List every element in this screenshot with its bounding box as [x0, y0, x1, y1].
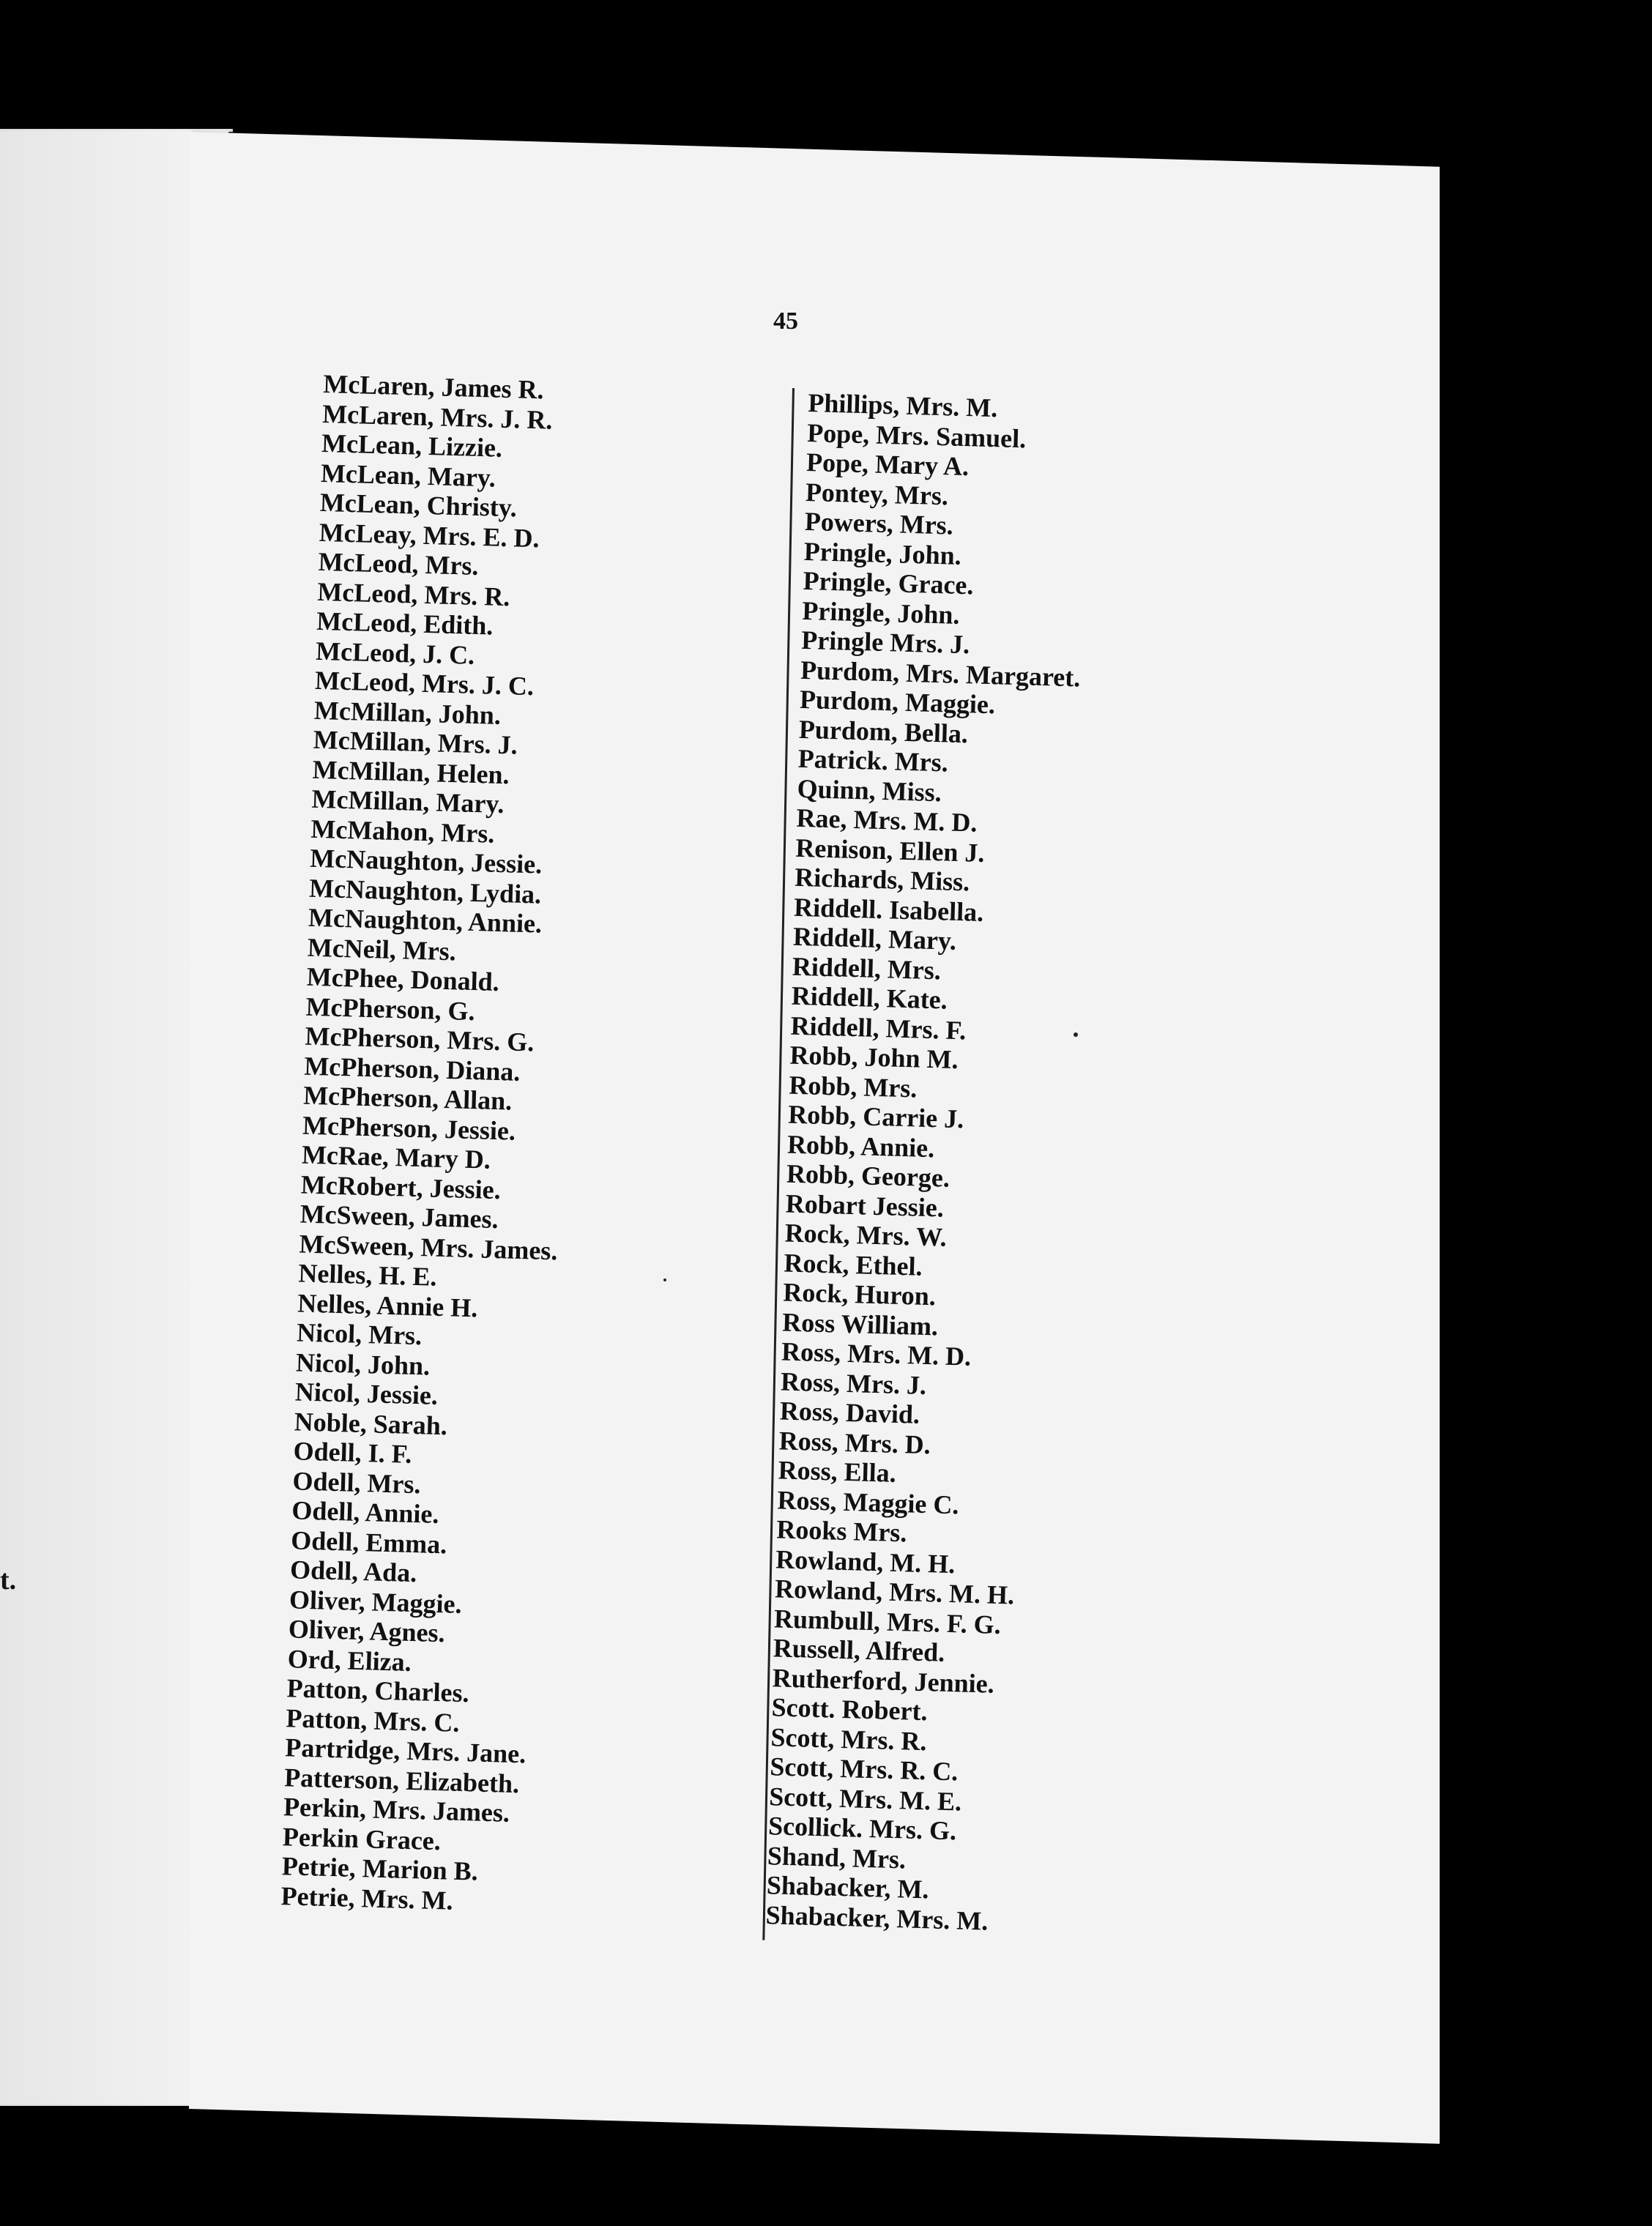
name-entry: Ross, Mrs. J. [780, 1366, 927, 1400]
name-entry: Pope, Mrs. Samuel. [806, 417, 1027, 453]
name-entry: Nicol, John. [295, 1347, 431, 1381]
name-entry: McLeod, Mrs. R. [316, 576, 510, 611]
name-entry: McLeay, Mrs. E. D. [319, 517, 540, 553]
name-entry: McNeil, Mrs. [307, 932, 457, 966]
name-entry: McLean, Lizzie. [321, 428, 503, 463]
name-entry: McPherson, G. [305, 991, 476, 1026]
name-entry: McMillan, Helen. [312, 754, 510, 789]
name-entry: Riddell, Mrs. [792, 951, 942, 985]
name-entry: Nicol, Jessie. [294, 1377, 439, 1410]
name-entry: Riddell, Kate. [791, 980, 948, 1015]
name-entry: Shabacker, M. [766, 1870, 930, 1905]
name-entry: Robb, Carrie J. [787, 1099, 964, 1134]
ink-speck [1074, 1032, 1078, 1037]
name-entry: McNaughton, Annie. [308, 902, 543, 939]
name-entry: Ross, Ella. [778, 1455, 897, 1488]
name-entry: Robb, Mrs. [788, 1070, 918, 1103]
name-entry: McSween, Mrs. James. [299, 1229, 558, 1265]
name-entry: Perkin Grace. [282, 1821, 442, 1855]
name-entry: Patton, Mrs. C. [285, 1702, 460, 1738]
name-entry: Rae, Mrs. M. D. [796, 803, 978, 838]
name-entry: Pringle, John. [801, 595, 961, 630]
name-entry: Robart Jessie. [785, 1188, 945, 1223]
name-entry: Ross William. [781, 1307, 939, 1341]
name-entry: Powers, Mrs. [804, 506, 954, 540]
name-entry: Odell, Emma. [290, 1525, 447, 1559]
name-entry: Nelles, H. E. [297, 1258, 437, 1292]
name-entry: McNaughton, Jessie. [309, 843, 543, 879]
name-entry: Scollick. Mrs. G. [767, 1811, 957, 1846]
name-entry: Phillips, Mrs. M. [807, 388, 998, 423]
name-entry: Renison, Ellen J. [795, 833, 985, 868]
name-entry: McPhee, Donald. [306, 961, 500, 997]
name-entry: McMillan, Mary. [311, 783, 505, 819]
name-entry: McPherson, Diana. [303, 1051, 521, 1087]
name-entry: Ross, David. [779, 1396, 920, 1429]
name-entry: McMillan, John. [313, 695, 502, 730]
name-entry: Petrie, Marion B. [281, 1851, 479, 1886]
name-entry: McLean, Mary. [320, 458, 496, 493]
page-number: 45 [773, 308, 798, 335]
name-entry: Odell, Ada. [289, 1555, 417, 1588]
name-entry: Quinn, Miss. [797, 773, 942, 807]
name-entry: Oliver, Agnes. [288, 1614, 446, 1648]
name-entry: McLaren, James R. [322, 369, 545, 405]
name-entry: McLeod, Mrs. [318, 546, 480, 581]
name-entry: Riddell, Mary. [792, 921, 957, 956]
name-entry: Richards, Miss. [794, 862, 970, 897]
previous-page-text-fragment: t. [0, 1565, 17, 1596]
name-entry: Pringle, Grace. [803, 565, 975, 600]
name-entry: McLean, Christy. [319, 487, 518, 523]
name-entry: Rock, Huron. [782, 1277, 937, 1311]
ink-speck [663, 1278, 666, 1281]
name-entry: McMillan, Mrs. J. [313, 724, 518, 760]
name-entry: Riddell, Mrs. F. [790, 1010, 967, 1045]
name-entry: McLeod, Edith. [316, 606, 494, 641]
name-entry: Patrick. Mrs. [797, 743, 949, 778]
name-entry: Patterson, Elizabeth. [283, 1762, 520, 1798]
name-entry: Perkin, Mrs. James. [283, 1792, 510, 1828]
name-entry: Noble, Sarah. [294, 1406, 448, 1440]
name-entry: Rock, Mrs. W. [784, 1218, 948, 1252]
name-entry: McMahon, Mrs. [310, 814, 495, 849]
name-entry: Odell, I. F. [293, 1436, 412, 1469]
name-entry: McRae, Mary D. [301, 1139, 491, 1175]
name-entry: Shabacker, Mrs. M. [765, 1899, 989, 1936]
name-entry: Robb, Annie. [786, 1129, 935, 1163]
name-entry: McNaughton, Lydia. [308, 873, 542, 909]
name-entry: McSween, James. [299, 1199, 499, 1235]
name-entry: Scott, Mrs. M. E. [768, 1781, 962, 1817]
name-entry: Scott. Robert. [771, 1692, 929, 1727]
name-entry: Rock, Ethel. [784, 1248, 923, 1281]
name-entry: Oliver, Maggie. [289, 1584, 463, 1619]
name-entry: Pope, Mary A. [805, 447, 970, 482]
name-entry: McPherson, Mrs. G. [305, 1021, 535, 1057]
name-entry: McRobert, Jessie. [300, 1169, 502, 1205]
name-entry: Shand, Mrs. [767, 1840, 907, 1874]
name-entry: Purdom, Maggie. [799, 684, 996, 720]
name-entry: Pringle Mrs. J. [800, 625, 970, 660]
name-entry: Rowland, Mrs. M. H. [774, 1574, 1015, 1610]
name-entry: Rowland, M. H. [775, 1544, 956, 1579]
name-entry: Partridge, Mrs. Jane. [284, 1732, 527, 1769]
name-entry: Pringle, John. [803, 536, 962, 570]
name-list-left-column [280, 369, 582, 1918]
name-list-right-column [765, 388, 1088, 1937]
name-entry: Odell, Mrs. [292, 1465, 422, 1499]
name-entry: Purdom, Mrs. Margaret. [800, 655, 1081, 693]
name-entry: Ross, Maggie C. [777, 1484, 960, 1519]
name-entry: Nicol, Mrs. [296, 1317, 423, 1351]
name-entry: Ross, Mrs. D. [778, 1425, 931, 1459]
name-entry: Odell, Annie. [291, 1495, 439, 1529]
name-entry: Ord, Eliza. [287, 1643, 412, 1677]
name-entry: Riddell. Isabella. [793, 892, 984, 927]
name-entry: Pontey, Mrs. [805, 477, 949, 510]
name-entry: Petrie, Mrs. M. [280, 1880, 454, 1916]
name-entry: McPherson, Allan. [302, 1080, 513, 1116]
name-entry: Ross, Mrs. M. D. [781, 1336, 972, 1371]
name-entry: McPherson, Jessie. [302, 1110, 516, 1146]
name-entry: Robb, John M. [789, 1040, 959, 1075]
name-entry: Rutherford, Jennie. [772, 1662, 995, 1699]
name-entry: McLaren, Mrs. J. R. [321, 398, 554, 435]
name-entry: Purdom, Bella. [798, 714, 969, 748]
name-entry: Scott, Mrs. R. [770, 1721, 927, 1756]
name-entry: Russell, Alfred. [773, 1633, 945, 1667]
name-entry: McLeod, Mrs. J. C. [314, 665, 535, 701]
name-entry: McLeod, J. C. [315, 636, 475, 670]
name-entry: Patton, Charles. [286, 1673, 470, 1708]
name-entry: Scott, Mrs. R. C. [769, 1752, 959, 1787]
name-entry: Rooks Mrs. [775, 1514, 907, 1548]
name-entry: Nelles, Annie H. [297, 1288, 478, 1322]
name-entry: Rumbull, Mrs. F. G. [773, 1603, 1002, 1639]
name-entry: Robb, George. [786, 1158, 950, 1193]
